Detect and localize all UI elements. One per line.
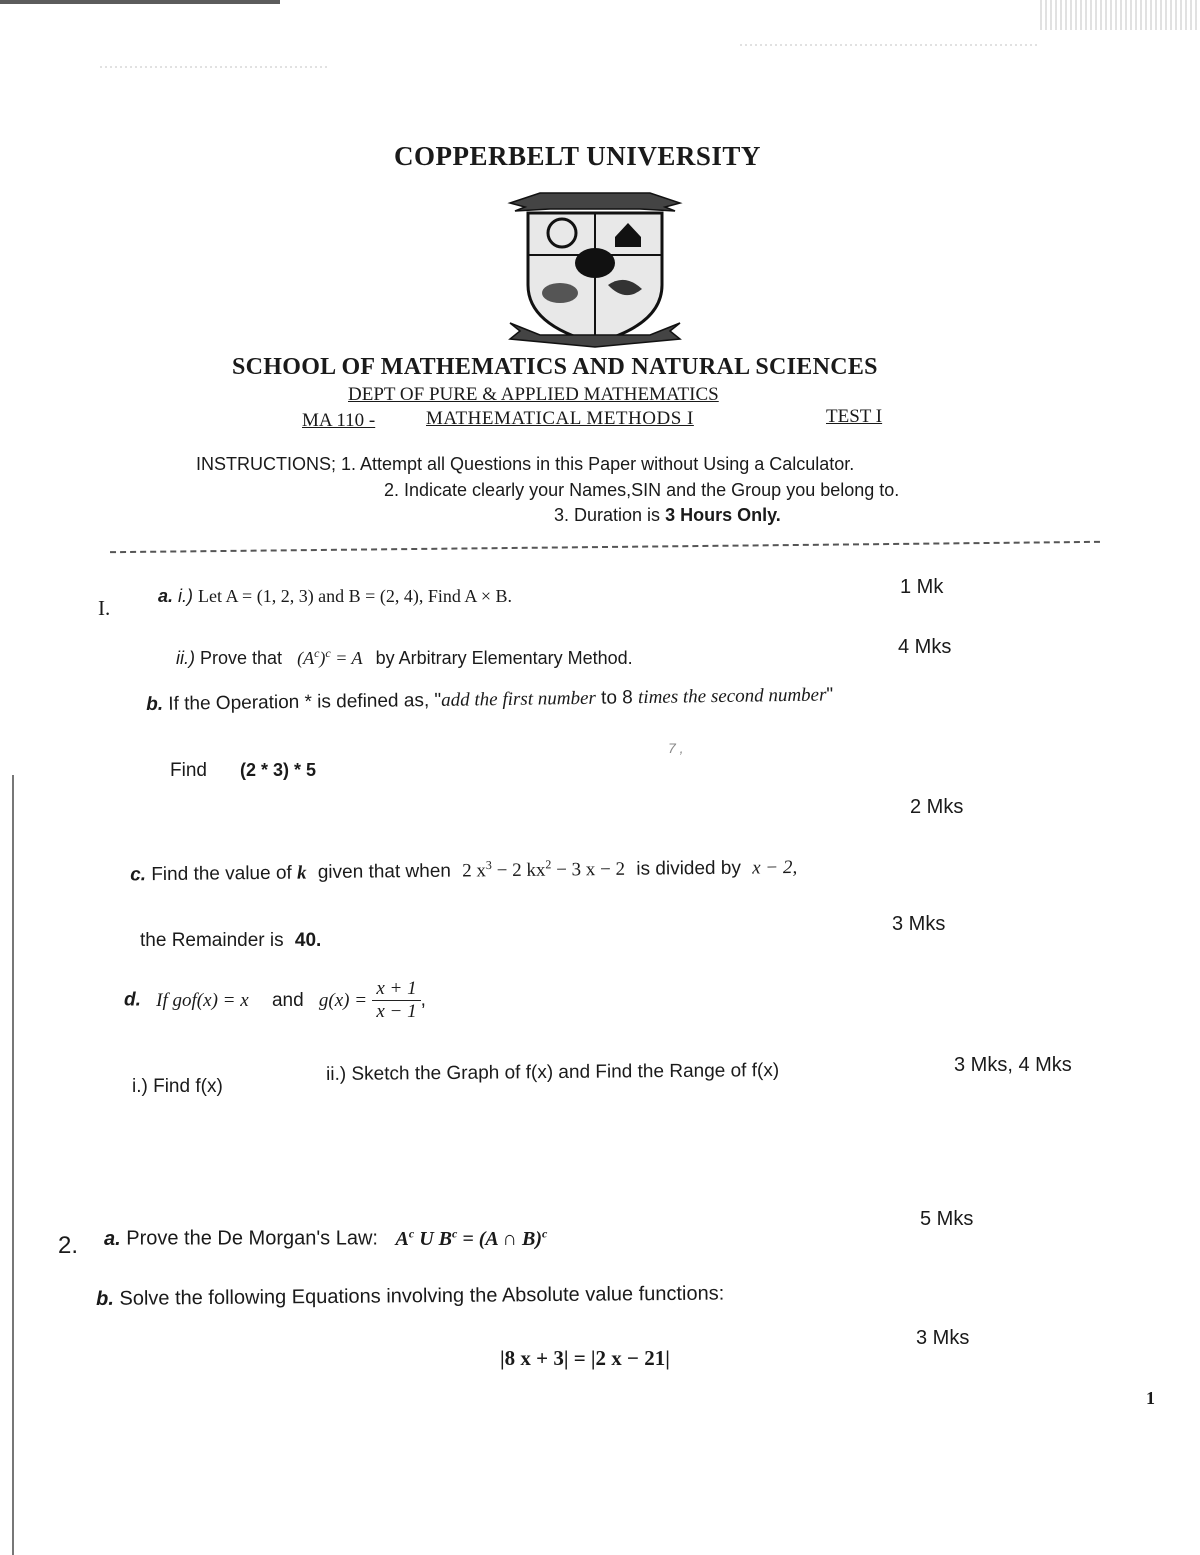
scan-noise-line2 <box>740 44 1040 46</box>
q1a-i-text: Let A = (1, 2, 3) and B = (2, 4), Find A × B. <box>198 586 513 606</box>
q1a-ii-math: $(A^c)^c = A$ <box>297 646 363 668</box>
q1d-denominator: x − 1 <box>376 1001 417 1022</box>
q1d-numerator: x + 1 <box>372 978 420 1001</box>
q1b-pre: If the Operation * is defined as, " <box>168 689 442 715</box>
course-title: MATHEMATICAL METHODS I <box>426 408 694 429</box>
instructions-line-3-text: 3. Duration is <box>554 505 666 525</box>
q1a-ii-label: ii.) <box>176 648 195 668</box>
q1c-divisor: x − 2, <box>752 857 798 879</box>
q1c-poly: 2 $x^3 - 2$ $kx^2 - 3$ x − 2 <box>462 857 626 882</box>
q1b-find-label: Find <box>170 760 207 781</box>
q2b-label: b. <box>96 1287 114 1310</box>
q1a-i-marks: 1 Mk <box>900 576 944 598</box>
divider-line <box>110 541 1100 553</box>
q1c-remainder-text: the Remainder is <box>140 930 284 951</box>
q1d-marks: 3 Mks, 4 Mks <box>954 1054 1072 1076</box>
scan-noise-top <box>0 0 280 4</box>
q1d-pre: If gof(x) = x <box>156 989 249 1011</box>
q2a-text: Prove the De Morgan's Law: <box>126 1227 378 1250</box>
question-2a <box>88 1226 547 1251</box>
q1d-fraction <box>372 978 420 1023</box>
q2b-equation: |8 x + 3| = |2 x − 21| <box>500 1346 670 1370</box>
q1c-k: k <box>296 862 307 884</box>
school-title: SCHOOL OF MATHEMATICS AND NATURAL SCIENCES <box>232 354 878 380</box>
q2b-text: Solve the following Equations involving the Absolute value functions: <box>119 1282 725 1310</box>
q1c-marks: 3 Mks <box>892 913 946 935</box>
question-1-number: I. <box>98 596 111 620</box>
q1d-g: g(x) = <box>318 989 368 1011</box>
q1a-ii-pre: Prove that <box>200 648 283 668</box>
q1b-quote2: times the second number <box>637 684 827 709</box>
q1c-mid: given that when <box>317 860 452 884</box>
q1b-label: b. <box>146 693 164 715</box>
q1c-line2 <box>140 930 321 952</box>
test-label: TEST I <box>826 406 883 427</box>
q1c-remainder-value: 40. <box>294 930 322 951</box>
question-1b <box>146 684 833 716</box>
q1a-i-label: i.) <box>178 586 194 606</box>
question-2-number: 2. <box>58 1232 79 1259</box>
q1d-label: d. <box>124 989 141 1011</box>
department-title: DEPT OF PURE & APPLIED MATHEMATICS <box>348 384 719 405</box>
question-1c <box>130 855 797 886</box>
q1b-end: " <box>826 684 834 706</box>
q1a-ii-marks: 4 Mks <box>898 636 952 658</box>
question-1a-i <box>158 586 512 607</box>
q1a-label: a. <box>158 586 174 606</box>
q2a-marks: 5 Mks <box>920 1208 974 1230</box>
scan-left-edge <box>12 775 14 1555</box>
q1c-pre: Find the value of <box>151 862 292 886</box>
question-1a-ii <box>176 646 633 669</box>
q1b-expression: (2 * 3) * 5 <box>240 760 317 780</box>
q1b-mid: to 8 <box>595 687 639 709</box>
q1c-post: is divided by <box>636 857 742 881</box>
q2a-math: $A^c$ U $B^c = (A$ ∩ B)$^c$ <box>395 1226 548 1250</box>
q1d-comma: , <box>420 989 426 1011</box>
question-2b <box>96 1283 724 1311</box>
instructions-line-3 <box>554 505 781 526</box>
q1c-label: c. <box>130 864 147 886</box>
q1d-ii: ii.) Sketch the Graph of f(x) and Find the Range of f(x) <box>326 1060 780 1085</box>
duration-bold: 3 Hours Only. <box>665 505 781 525</box>
q2a-label: a. <box>104 1227 121 1250</box>
q2b-marks: 3 Mks <box>916 1327 970 1349</box>
q1b-marks: 2 Mks <box>910 796 964 818</box>
university-crest-logo <box>500 185 690 355</box>
q1a-ii-post: by Arbitrary Elementary Method. <box>375 648 633 668</box>
scan-noise-topright <box>1040 0 1200 30</box>
university-title: COPPERBELT UNIVERSITY <box>394 141 761 171</box>
instructions-line-2: 2. Indicate clearly your Names,SIN and the Group you belong to. <box>384 480 900 500</box>
q1b-quote: add the first number <box>441 687 596 711</box>
scan-noise-line <box>100 66 330 68</box>
q1b-scribble: 7 , <box>668 740 684 756</box>
question-1d <box>124 978 426 1023</box>
page-number: 1 <box>1146 1388 1155 1408</box>
q1d-and: and <box>271 989 304 1011</box>
course-code: MA 110 - <box>302 410 376 431</box>
q1d-i: i.) Find f(x) <box>132 1076 223 1097</box>
instructions-line-1: INSTRUCTIONS; 1. Attempt all Questions in this Paper without Using a Calculator. <box>196 454 855 474</box>
